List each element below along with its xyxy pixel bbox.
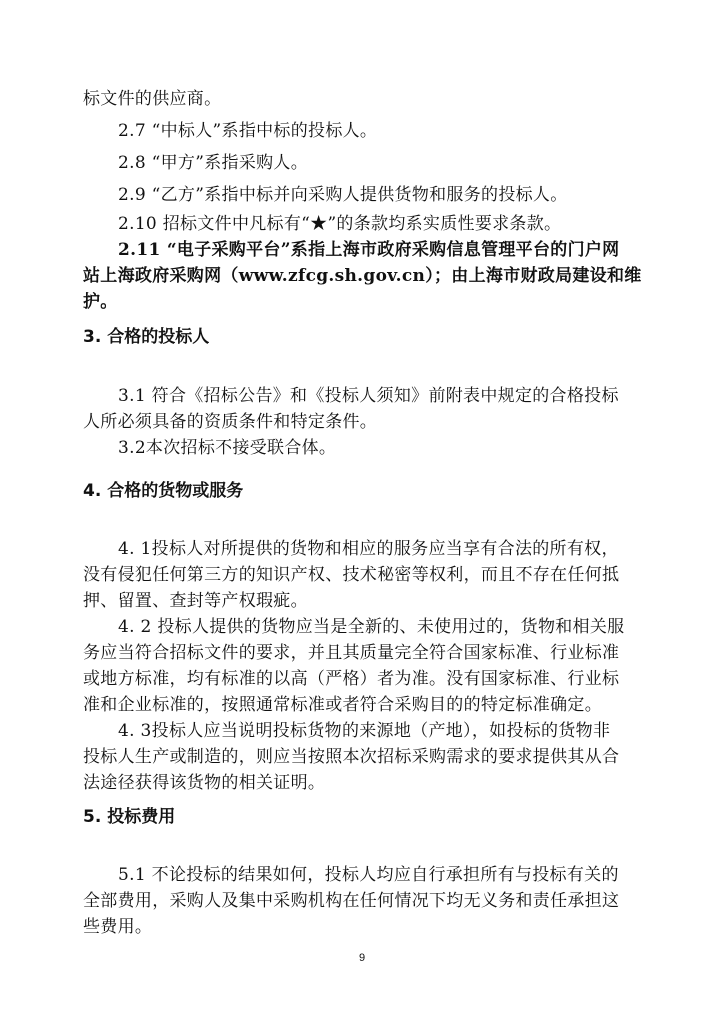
section-3-1-line-1: 3.1 符合《招标公告》和《投标人须知》前附表中规定的合格投标 — [118, 386, 619, 406]
section-5-heading: 5. 投标费用 — [83, 807, 176, 827]
section-3-heading: 3. 合格的投标人 — [83, 327, 210, 347]
page-number: 9 — [358, 952, 366, 964]
section-4-2-line-4: 准和企业标准的，按照通常标准或者符合采购目的的特定标准确定。 — [83, 695, 602, 715]
intro-tail-line: 标文件的供应商。 — [83, 89, 222, 109]
section-4-3-line-3: 法途径获得该货物的相关证明。 — [83, 773, 326, 793]
section-4-heading: 4. 合格的货物或服务 — [83, 481, 244, 501]
section-4-2-line-1: 4. 2 投标人提供的货物应当是全新的、未使用过的，货物和相关服 — [118, 617, 625, 637]
section-4-1-line-2: 没有侵犯任何第三方的知识产权、技术秘密等权利，而且不存在任何抵 — [83, 565, 620, 585]
definition-2-9: 2.9 “乙方”系指中标并向采购人提供货物和服务的投标人。 — [118, 185, 568, 205]
section-3-2: 3.2本次招标不接受联合体。 — [118, 438, 337, 458]
section-5-1-line-1: 5.1 不论投标的结果如何，投标人均应自行承担所有与投标有关的 — [118, 865, 619, 885]
definition-2-7: 2.7 “中标人”系指中标的投标人。 — [118, 121, 378, 141]
section-3-1-line-2: 人所必须具备的资质条件和特定条件。 — [83, 412, 378, 432]
section-4-1-line-3: 押、留置、查封等产权瑕疵。 — [83, 591, 308, 611]
section-4-3-line-1: 4. 3投标人应当说明投标货物的来源地（产地），如投标的货物非 — [118, 721, 611, 741]
section-4-2-line-2: 务应当符合招标文件的要求，并且其质量完全符合国家标准、行业标准 — [83, 643, 620, 663]
platform-definition-line-3: 护。 — [83, 292, 118, 312]
definition-2-10: 2.10 招标文件中凡标有“★”的条款均系实质性要求条款。 — [118, 214, 562, 234]
definition-2-8: 2.8 “甲方”系指采购人。 — [118, 153, 309, 173]
section-4-3-line-2: 投标人生产或制造的，则应当按照本次招标采购需求的要求提供其从合 — [83, 747, 620, 767]
section-5-1-line-3: 些费用。 — [83, 917, 153, 937]
section-5-1-line-2: 全部费用，采购人及集中采购机构在任何情况下均无义务和责任承担这 — [83, 891, 620, 911]
platform-definition-line-1: 2.11 “电子采购平台”系指上海市政府采购信息管理平台的门户网 — [118, 240, 620, 260]
section-4-2-line-3: 或地方标准，均有标准的以高（严格）者为准。没有国家标准、行业标 — [83, 669, 620, 689]
platform-definition-line-2: 站上海政府采购网（www.zfcg.sh.gov.cn）；由上海市财政局建设和维 — [83, 266, 642, 286]
section-4-1-line-1: 4. 1投标人对所提供的货物和相应的服务应当享有合法的所有权， — [118, 539, 619, 559]
